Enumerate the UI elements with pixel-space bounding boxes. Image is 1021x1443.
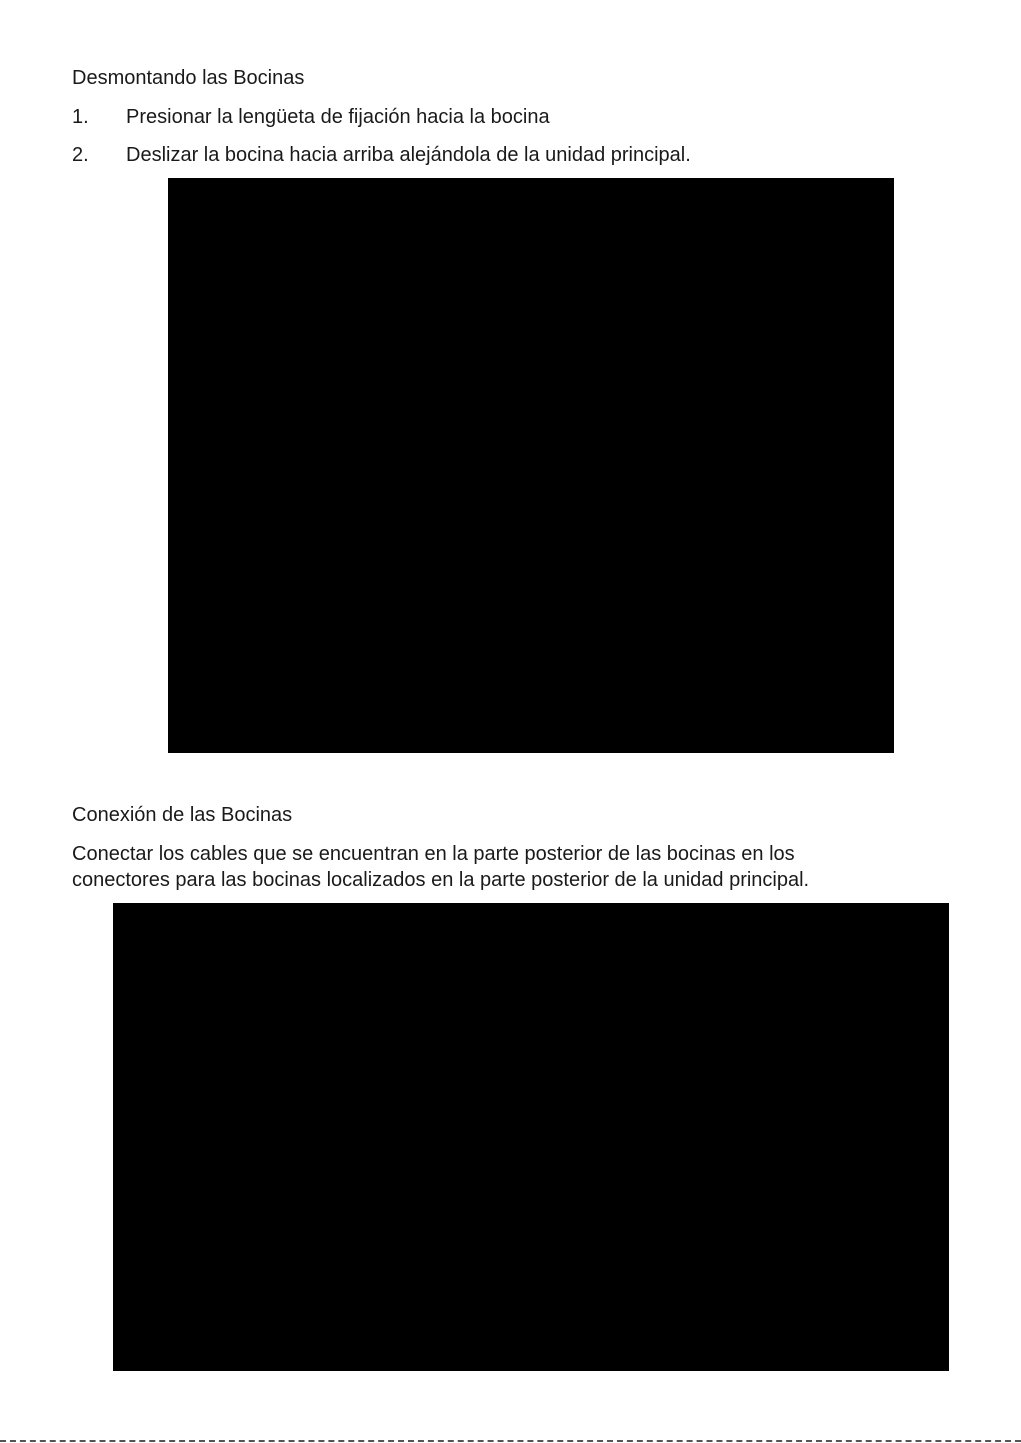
step-number: 2. — [72, 144, 89, 166]
speaker-connection-image — [113, 903, 949, 1371]
page-edge-divider — [0, 1440, 1021, 1442]
section-heading-conexion: Conexión de las Bocinas — [72, 804, 293, 826]
step-text: Deslizar la bocina hacia arriba alejándola de la unidad principal. — [126, 144, 691, 166]
step-number: 1. — [72, 106, 89, 128]
paragraph-line: Conectar los cables que se encuentran en la parte posterior de las bocinas en los — [72, 843, 795, 865]
paragraph-line: conectores para las bocinas localizados en la parte posterior de la unidad principal. — [72, 869, 810, 891]
instruction-paragraph — [72, 841, 942, 893]
section-heading-desmontando: Desmontando las Bocinas — [72, 67, 305, 89]
speaker-removal-image — [168, 178, 894, 753]
step-text: Presionar la lengüeta de fijación hacia la bocina — [126, 106, 550, 128]
